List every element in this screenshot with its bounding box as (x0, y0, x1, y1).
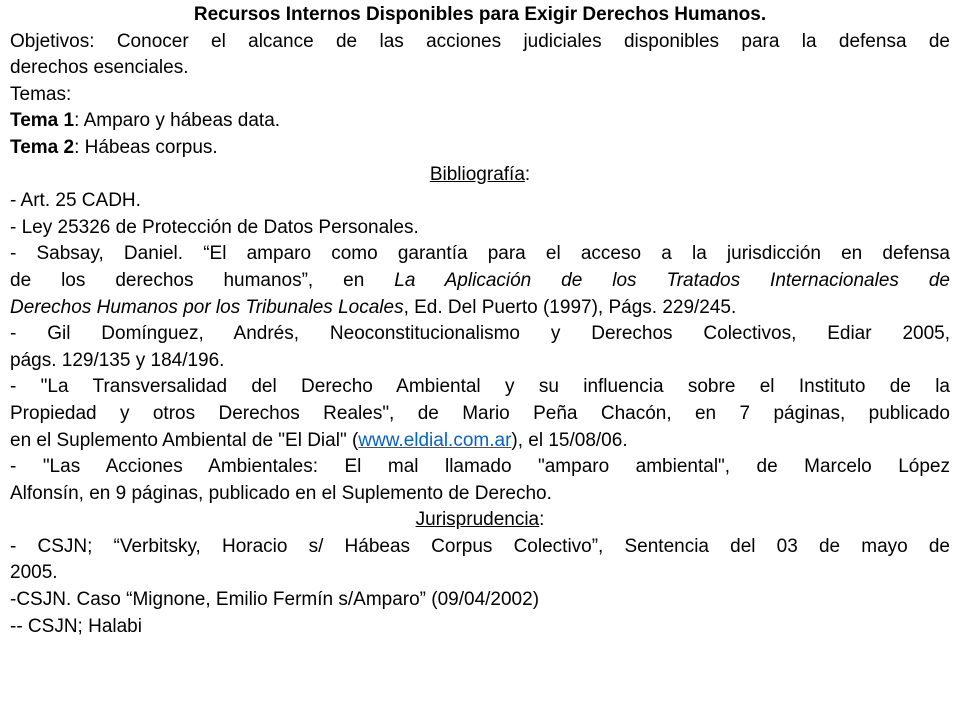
bibliography-heading-text: Bibliografía (429, 163, 525, 185)
topic-1-label: Tema 1 (10, 110, 75, 132)
topics-label: Temas: (10, 83, 72, 105)
objectives-line-2: derechos esenciales. (10, 57, 189, 79)
jurisprudence-heading-colon: : (539, 509, 545, 531)
bibliography-item-5-line-3 (10, 428, 950, 455)
topic-1-text: : Amparo y hábeas data. (74, 110, 281, 132)
eldial-link[interactable]: www.eldial.com.ar (358, 429, 512, 451)
bibliography-item-5-line-2: Propiedad y otros Derechos Reales", de Mario Peña Chacón, en 7 páginas, publicado (10, 402, 950, 424)
objectives-line-1: Objetivos: Conocer el alcance de las acciones judiciales disponibles para la defensa de (10, 30, 950, 52)
bibliography-item-3-line-2 (10, 268, 950, 295)
bibliography-item-5-line-3-text-b: ), el 15/08/06. (511, 429, 628, 451)
jurisprudence-item-1-line-2: 2005. (10, 562, 58, 584)
bibliography-item-5-line-1: - "La Transversalidad del Derecho Ambiental y su influencia sobre el Instituto de la (10, 376, 950, 398)
bibliography-item-3-line-2-text: de los derechos humanos”, en (10, 269, 395, 291)
jurisprudence-heading (10, 507, 950, 534)
topic-1 (10, 108, 950, 135)
bibliography-item-4-line-1: - Gil Domínguez, Andrés, Neoconstitucionalismo y Derechos Colectivos, Ediar 2005, (10, 323, 950, 345)
jurisprudence-item-1-line-1: - CSJN; “Verbitsky, Horacio s/ Hábeas Corpus Colectivo”, Sentencia del 03 de mayo de (10, 535, 950, 557)
document-title: Recursos Internos Disponibles para Exigir Derechos Humanos. (193, 4, 767, 25)
bibliography-item-5-line-3-text-a: en el Suplemento Ambiental de "El Dial" ( (10, 429, 359, 451)
bibliography-item-3-book-title-part-2: Derechos Humanos por los Tribunales Locales (10, 296, 404, 318)
bibliography-item-3-line-3 (10, 295, 950, 322)
bibliography-item-4-line-2: págs. 129/135 y 184/196. (10, 349, 225, 371)
topic-2 (10, 135, 950, 162)
bibliography-item-3-line-3-text: , Ed. Del Puerto (1997), Págs. 229/245. (403, 296, 737, 318)
jurisprudence-heading-text: Jurisprudencia (415, 509, 540, 531)
topic-2-text: : Hábeas corpus. (74, 136, 218, 158)
topic-2-label: Tema 2 (10, 136, 75, 158)
jurisprudence-item-2: -CSJN. Caso “Mignone, Emilio Fermín s/Amparo” (09/04/2002) (10, 589, 540, 611)
bibliography-heading (10, 162, 950, 189)
bibliography-item-3-book-title-part-1: La Aplicación de los Tratados Internacionales de (394, 269, 950, 291)
document-page (10, 2, 950, 640)
bibliography-item-1: - Art. 25 CADH. (10, 190, 141, 212)
bibliography-item-2: - Ley 25326 de Protección de Datos Personales. (10, 216, 419, 238)
bibliography-item-6-line-1: - "Las Acciones Ambientales: El mal llamado "amparo ambiental", de Marcelo López (10, 456, 950, 478)
jurisprudence-item-3: -- CSJN; Halabi (10, 615, 142, 637)
bibliography-item-6-line-2: Alfonsín, en 9 páginas, publicado en el Suplemento de Derecho. (10, 482, 552, 504)
bibliography-heading-colon: : (524, 163, 531, 185)
bibliography-item-3-line-1: - Sabsay, Daniel. “El amparo como garantía para el acceso a la jurisdicción en defensa (10, 243, 950, 265)
